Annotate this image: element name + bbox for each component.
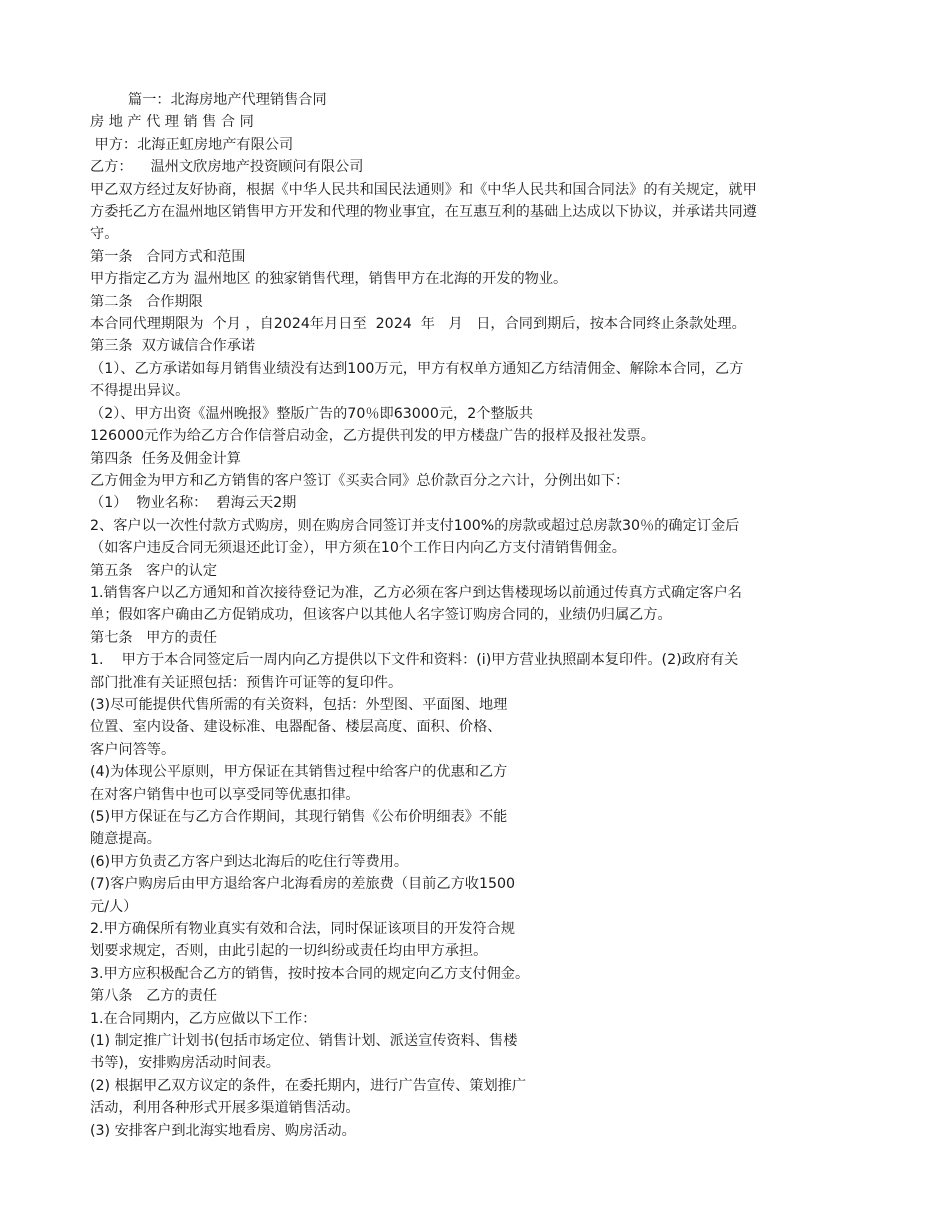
paragraph-line: (3) 安排客户到北海实地看房、购房活动。	[90, 1122, 356, 1139]
article-heading: 第四条 任务及佣金计算	[90, 450, 241, 467]
article-heading: 第二条 合作期限	[90, 293, 203, 310]
paragraph-line: 元/人）	[90, 898, 138, 915]
paragraph-line: 不得提出异议。	[90, 383, 190, 400]
article-heading: 第三条 双方诚信合作承诺	[90, 338, 256, 355]
paragraph-line: 在对客户销售中也可以享受同等优惠扣律。	[90, 786, 360, 803]
paragraph-line: 客户问答等。	[90, 741, 176, 758]
contract-document	[90, 89, 870, 1142]
paragraph-line: （1） 物业名称： 碧海云天2期	[90, 495, 297, 512]
document-heading: 篇一：北海房地产代理销售合同	[128, 92, 327, 108]
preamble-line: 甲乙双方经过友好协商，根据《中华人民共和国民法通则》和《中华人民共和国合同法》的有关规定，就甲	[90, 181, 757, 198]
paragraph-line: 部门批准有关证照包括：预售许可证等的复印件。	[90, 674, 403, 691]
paragraph-line: (6)甲方负责乙方客户到达北海后的吃住行等费用。	[90, 853, 409, 870]
paragraph-line: 2、客户以一次性付款方式购房，则在购房合同签订并支付100%的房款或超过总房款30％的确定订金后	[90, 517, 740, 534]
paragraph-line: (5)甲方保证在与乙方合作期间，其现行销售《公布价明细表》不能	[90, 809, 508, 825]
paragraph-line: 乙方佣金为甲方和乙方销售的客户签订《买卖合同》总价款百分之六计，分例出如下：	[90, 472, 630, 489]
paragraph-line: 2.甲方确保所有物业真实有效和合法，同时保证该项目的开发符合规	[90, 921, 515, 938]
paragraph-line: （1）、乙方承诺如每月销售业绩没有达到100万元，甲方有权单方通知乙方结清佣金、解除本合同，乙方	[90, 360, 744, 377]
preamble-line: 方委托乙方在温州地区销售甲方开发和代理的物业事宜，在互惠互利的基础上达成以下协议，并承诺共同遵	[90, 204, 757, 221]
paragraph-line: 书等)，安排购房活动时间表。	[90, 1055, 280, 1072]
paragraph-line: （2）、甲方出资《温州晚报》整版广告的70％即63000元，2个整版共	[90, 405, 534, 422]
paragraph-line: 本合同代理期限为 个月 ，自2024年月日至 2024 年 月 日，合同到期后，按本合同终止条款处理。	[90, 316, 746, 333]
paragraph-line: （如客户违反合同无须退还此订金），甲方须在10个工作日内向乙方支付清销售佣金。	[90, 540, 626, 557]
paragraph-line: 划要求规定，否则，由此引起的一切纠纷或责任均由甲方承担。	[90, 943, 488, 960]
article-heading: 第一条 合同方式和范围	[90, 248, 246, 265]
paragraph-line: 位置、室内设备、建设标准、电器配备、楼层高度、面积、价格、	[90, 719, 502, 736]
party-a: 甲方：北海正虹房地产有限公司	[90, 136, 294, 153]
paragraph-line: (3)尽可能提供代售所需的有关资料，包括：外型图、平面图、地理	[90, 696, 508, 713]
paragraph-line: 1.销售客户以乙方通知和首次接待登记为准，乙方必须在客户到达售楼现场以前通过传真方式确定客户名	[90, 584, 742, 601]
paragraph-line: 活动，利用各种形式开展多渠道销售活动。	[90, 1100, 360, 1117]
paragraph-line: 单；假如客户确由乙方促销成功，但该客户以其他人名字签订购房合同的，业绩仍归属乙方。	[90, 607, 672, 624]
paragraph-line: 3.甲方应积极配合乙方的销售，按时按本合同的规定向乙方支付佣金。	[90, 965, 530, 982]
paragraph-line: 甲方指定乙方为 温州地区 的独家销售代理，销售甲方在北海的开发的物业。	[90, 271, 568, 288]
paragraph-line: 126000元作为给乙方合作信誉启动金，乙方提供刊发的甲方楼盘广告的报样及报社发票。	[90, 428, 655, 445]
paragraph-line: (7)客户购房后由甲方退给客户北海看房的差旅费（目前乙方收1500	[90, 876, 516, 893]
preamble-line: 守。	[90, 226, 119, 243]
paragraph-line: 1.在合同期内，乙方应做以下工作：	[90, 1010, 317, 1027]
paragraph-line: 随意提高。	[90, 831, 161, 848]
paragraph-line: (1) 制定推广计划书(包括市场定位、销售计划、派送宣传资料、售楼	[90, 1033, 518, 1050]
paragraph-line: (2) 根据甲乙双方议定的条件，在委托期内，进行广告宣传、策划推广	[90, 1077, 527, 1094]
paragraph-line: 1. 甲方于本合同签定后一周内向乙方提供以下文件和资料：(i)甲方营业执照副本复印件。(2)政府有关	[90, 652, 739, 669]
article-heading: 第七条 甲方的责任	[90, 629, 218, 646]
article-heading: 第八条 乙方的责任	[90, 988, 218, 1005]
paragraph-line: (4)为体现公平原则，甲方保证在其销售过程中给客户的优惠和乙方	[90, 764, 508, 781]
article-heading: 第五条 客户的认定	[90, 562, 218, 579]
contract-title: 房 地 产 代 理 销 售 合 同	[90, 114, 254, 131]
party-b: 乙方： 温州文欣房地产投资顾问有限公司	[90, 159, 364, 176]
